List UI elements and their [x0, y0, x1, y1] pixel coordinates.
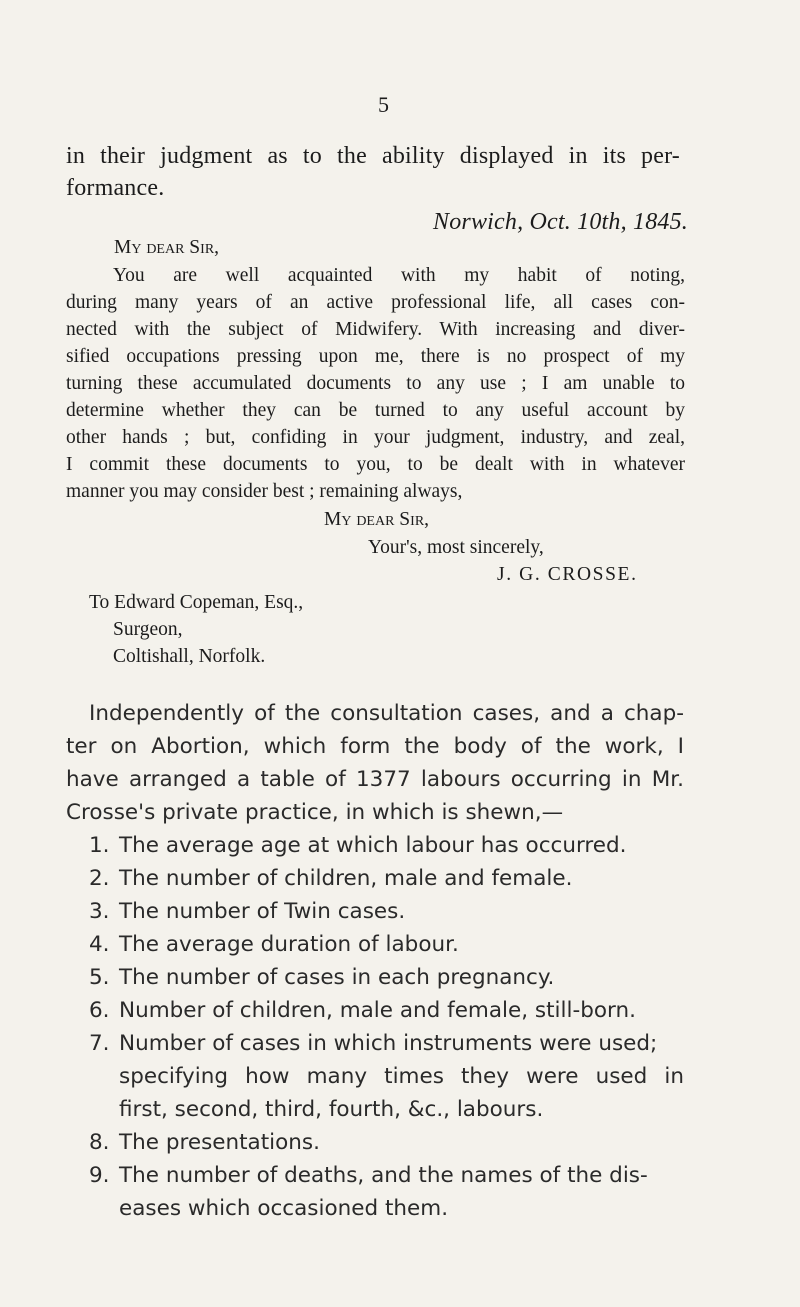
opening-line-2: formance. — [66, 175, 165, 201]
list-item: 7. Number of cases in which instruments were used; — [89, 1031, 658, 1056]
letter-closing: Your's, most sincerely, — [368, 537, 544, 558]
letter-body-line: during many years of an active professional life, all cases con- — [66, 292, 685, 313]
letter-signature: J. G. CROSSE. — [497, 564, 638, 585]
letter-place-date: Norwich, Oct. 10th, 1845. — [433, 209, 688, 235]
letter-body-line: other hands ; but, confiding in your judgment, industry, and zeal, — [66, 427, 685, 448]
list-item-continuation: specifying how many times they were used in — [119, 1064, 684, 1089]
letter-body-line: turning these accumulated documents to any use ; I am unable to — [66, 373, 685, 394]
letter-body-line: manner you may consider best ; remaining always, — [66, 481, 463, 502]
intro-line: ter on Abortion, which form the body of the work, I — [66, 734, 684, 759]
list-item: 3. The number of Twin cases. — [89, 899, 406, 924]
list-item: 9. The number of deaths, and the names of the dis- — [89, 1163, 648, 1188]
list-item: 2. The number of children, male and female. — [89, 866, 573, 891]
intro-line: have arranged a table of 1377 labours occurring in Mr. — [66, 767, 684, 792]
letter-body-line: nected with the subject of Midwifery. With increasing and diver- — [66, 319, 685, 340]
list-item: 5. The number of cases in each pregnancy. — [89, 965, 555, 990]
letter-salutation: My dear Sir, — [114, 237, 220, 258]
letter-body-line: sified occupations pressing upon me, there is no prospect of my — [66, 346, 685, 367]
page-number: 5 — [378, 92, 389, 117]
letter-body-line: I commit these documents to you, to be dealt with in whatever — [66, 454, 685, 475]
list-item: 4. The average duration of labour. — [89, 932, 459, 957]
letter-body-line: determine whether they can be turned to any useful account by — [66, 400, 685, 421]
opening-line-1: in their judgment as to the ability displayed in its per- — [66, 143, 680, 169]
list-item: 1. The average age at which labour has occurred. — [89, 833, 627, 858]
letter-address-line: Surgeon, — [113, 619, 183, 640]
list-item: 8. The presentations. — [89, 1130, 320, 1155]
intro-line: Crosse's private practice, in which is shewn,— — [66, 800, 564, 825]
letter-closing-salutation: My dear Sir, — [324, 509, 430, 530]
list-item-continuation: first, second, third, fourth, &c., labours. — [119, 1097, 544, 1122]
letter-address-line: Coltishall, Norfolk. — [113, 646, 266, 667]
list-item-continuation: eases which occasioned them. — [119, 1196, 449, 1221]
list-item: 6. Number of children, male and female, still-born. — [89, 998, 636, 1023]
intro-line: Independently of the consultation cases, and a chap- — [89, 701, 684, 726]
letter-address-line: To Edward Copeman, Esq., — [89, 592, 304, 613]
letter-body-line: You are well acquainted with my habit of noting, — [113, 265, 685, 286]
